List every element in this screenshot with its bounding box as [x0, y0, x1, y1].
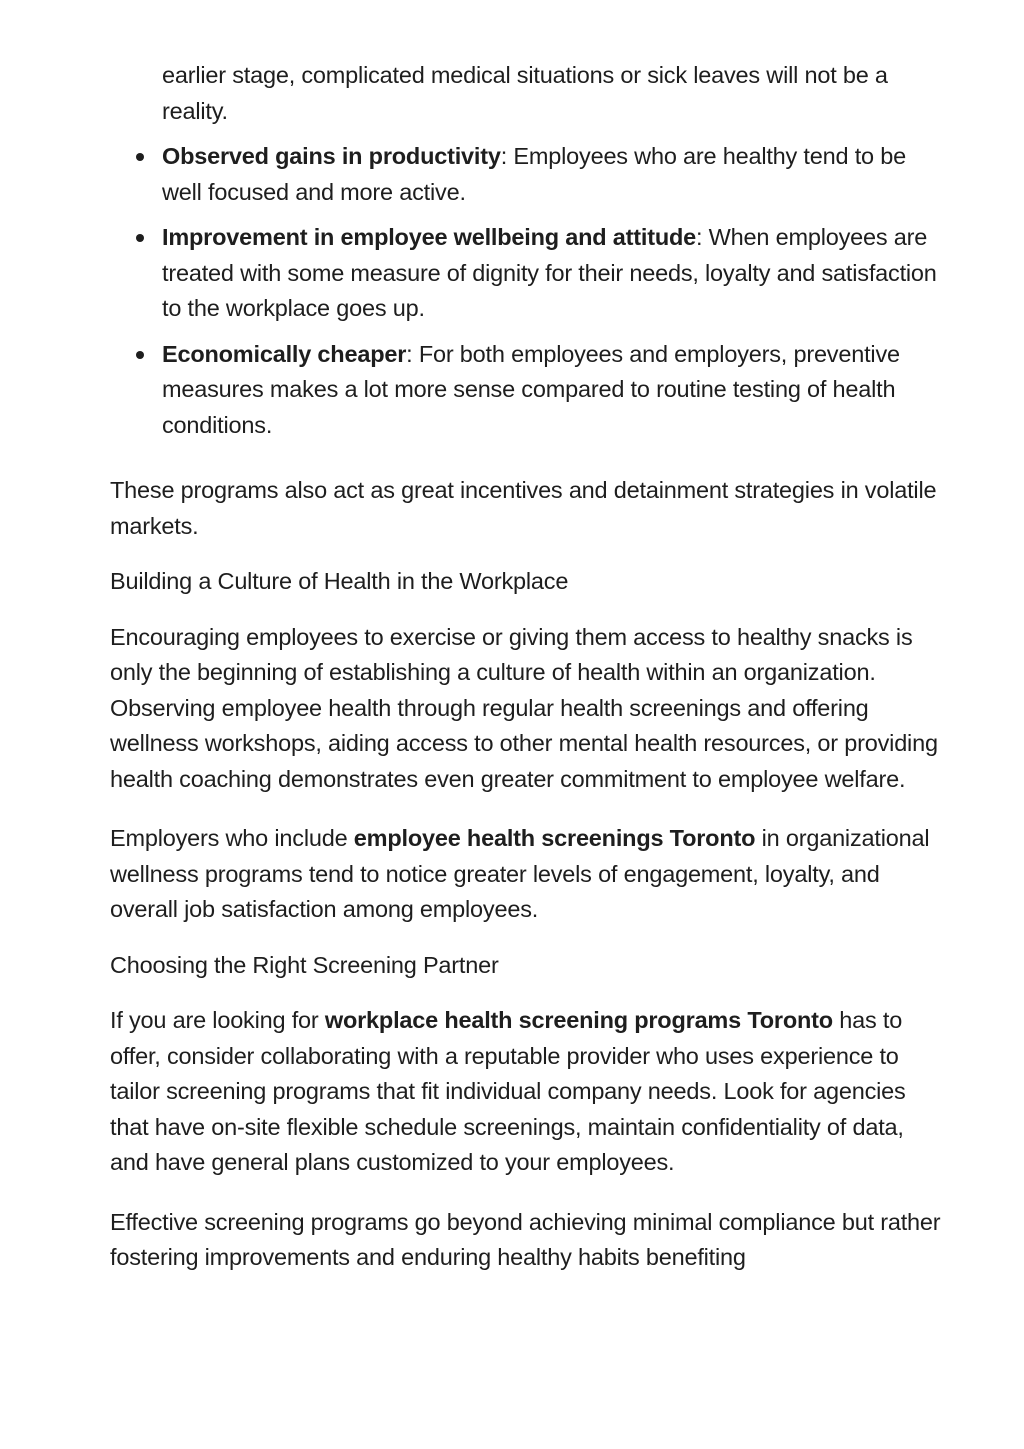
paragraph-incentives: These programs also act as great incentives and detainment strategies in volatile markets.	[110, 477, 937, 539]
document-page	[110, 58, 944, 1276]
section-heading-partner: Choosing the Right Screening Partner	[110, 951, 499, 978]
benefit-text: : When employees are treated with some measure of dignity for their needs, loyalty and satisfaction to the workplace goes up.	[162, 224, 937, 321]
paragraph-employers	[110, 821, 944, 928]
benefits-list	[110, 139, 944, 443]
benefit-title: Economically cheaper	[162, 340, 407, 367]
paragraph-partner	[110, 1003, 944, 1181]
list-item	[110, 139, 944, 210]
employers-keyword: employee health screenings Toronto	[353, 825, 756, 851]
partner-text-before: If you are looking for	[110, 1007, 325, 1033]
benefit-text: : Employees who are healthy tend to be well focused and more active.	[162, 143, 906, 205]
list-item	[110, 337, 944, 444]
benefit-text: : For both employees and employers, preventive measures makes a lot more sense compared to routine testing of health conditions.	[162, 340, 900, 438]
section-heading-culture: Building a Culture of Health in the Workplace	[110, 568, 569, 594]
benefit-title: Improvement in employee wellbeing and attitude	[162, 224, 697, 250]
paragraph-effective: Effective screening programs go beyond achieving minimal compliance but rather fostering improvements and enduring healthy habits benefiting	[110, 1208, 941, 1270]
bullet-icon	[136, 351, 144, 359]
partner-text-after: has to offer, consider collaborating with a reputable provider who uses experience to tailor screening programs that fit individual company needs. Look for agencies that have on-site flexible schedule screenings, maintain confidentiality of data, and have general plans customized to your employees.	[110, 1007, 906, 1175]
intro-continuation: earlier stage, complicated medical situations or sick leaves will not be a reality.	[162, 62, 888, 124]
partner-keyword: workplace health screening programs Toronto	[324, 1007, 833, 1033]
employers-text-after: in organizational wellness programs tend to notice greater levels of engagement, loyalty, and overall job satisfaction among employees.	[110, 825, 930, 922]
employers-text-before: Employers who include	[110, 825, 354, 851]
benefit-title: Observed gains in productivity	[162, 143, 501, 169]
bullet-icon	[136, 153, 144, 161]
paragraph-culture: Encouraging employees to exercise or giving them access to healthy snacks is only the beginning of establishing a culture of health within an organization. Observing employee health through regular health screenings and offering wellness workshops, aiding access to other mental health resources, or providing health coaching demonstrates even greater commitment to employee welfare.	[110, 623, 938, 792]
bullet-icon	[136, 234, 144, 242]
list-item	[110, 220, 944, 327]
